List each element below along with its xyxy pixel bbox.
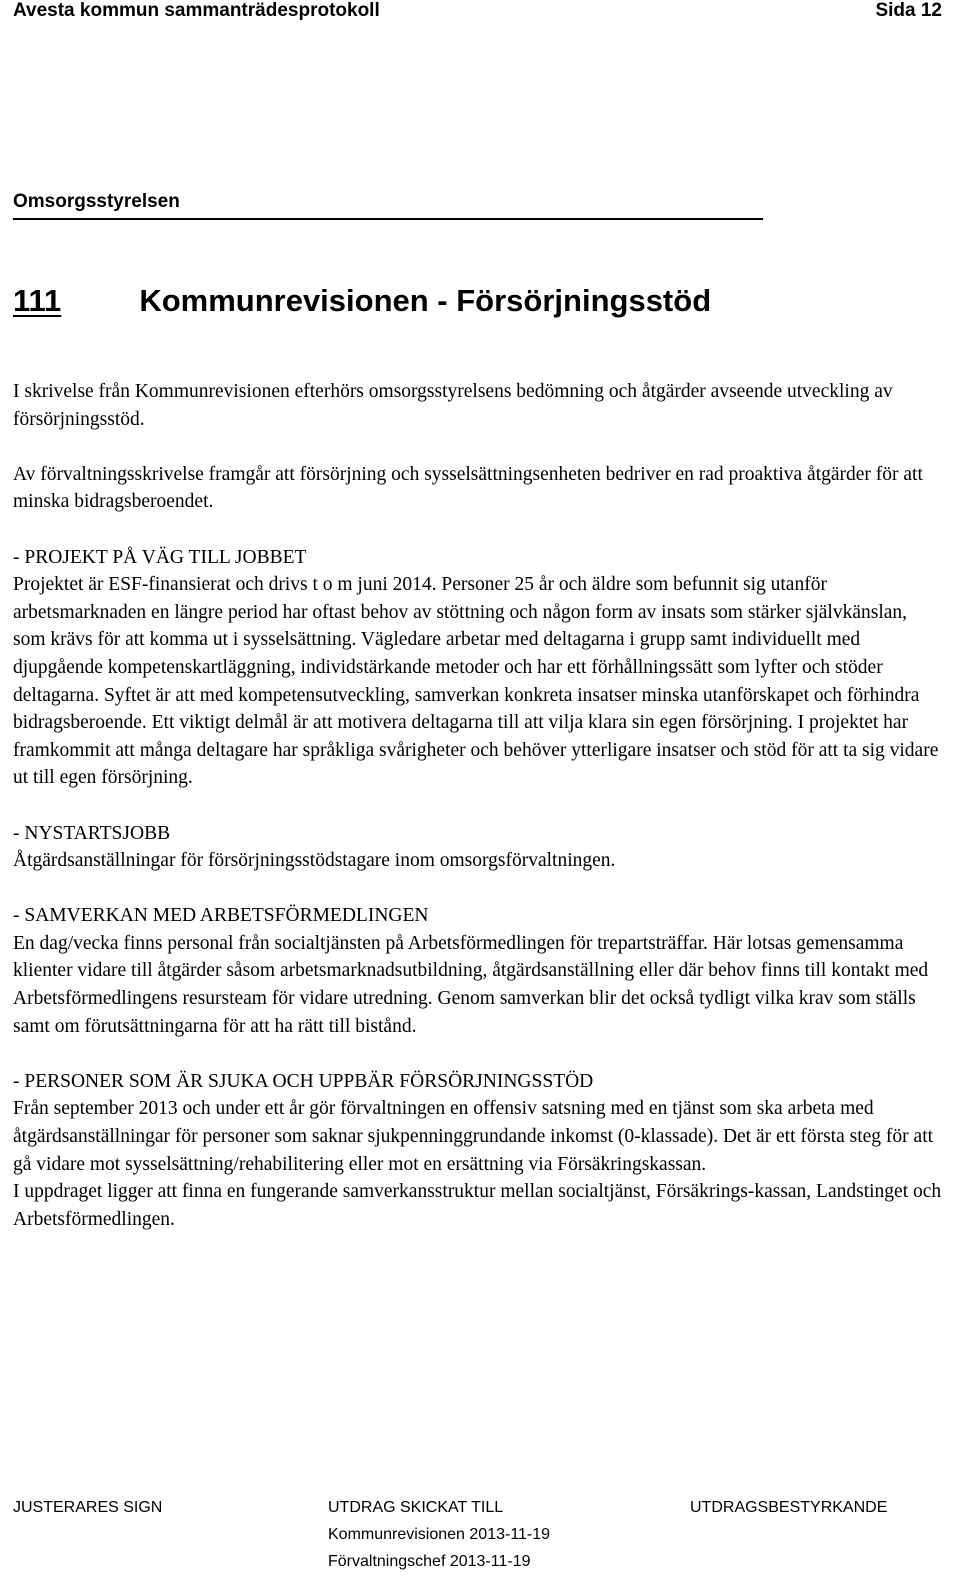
paragraph-sjuka: Från september 2013 och under ett år gör förvaltningen en offensiv satsning med en tjänst som ska arbeta med åtgärdsanställningar för personer som saknar sjukpenninggrundande inkomst (0-klassade). Det är ett första steg för att gå vidare mot sysselsättning/rehabilitering eller mot en ersättning via Försäkringskassan. (13, 1098, 934, 1175)
section-number: 111 (13, 283, 62, 318)
subheading-projekt: - PROJEKT PÅ VÄG TILL JOBBET (13, 546, 307, 568)
paragraph-nystartsjobb: Åtgärdsanställningar för försörjningsstödstagare inom omsorgsförvaltningen. (13, 850, 616, 872)
document-header-title: Avesta kommun sammanträdesprotokoll (13, 0, 380, 21)
section-heading (13, 283, 711, 319)
paragraph-samverkan: En dag/vecka finns personal från socialtjänsten på Arbetsförmedlingen för trepartsträffar. Här lotsas gemensamma klienter vidare till åtgärder såsom arbetsmarknadsutbildning, åtgärdsanställning eller där behov finns till kontakt med Arbetsförmedlingens resursteam för vidare utredning. Genom samverkan blir det också tydligt vilka krav som ställs samt om förutsättningarna för att ha rätt till bistånd. (13, 932, 929, 1037)
paragraph-uppdraget: I uppdraget ligger att finna en fungerande samverkansstruktur mellan socialtjänst, Försäkrings-kassan, Landstinget och Arbetsförmedlingen. (13, 1181, 942, 1230)
section-title: Kommunrevisionen - Försörjningsstöd (139, 283, 712, 318)
organization-underline (13, 218, 763, 220)
subheading-nystartsjobb: - NYSTARTSJOBB (13, 822, 171, 844)
paragraph-intro: I skrivelse från Kommunrevisionen efterhörs omsorgsstyrelsens bedömning och åtgärder avseende utveckling av försörjningsstöd. (13, 381, 893, 430)
footer-utdrag-skickat-till: UTDRAG SKICKAT TILL (328, 1499, 504, 1516)
organization-name: Omsorgsstyrelsen (13, 191, 180, 212)
footer-utdragsbestyrkande: UTDRAGSBESTYRKANDE (690, 1499, 888, 1516)
paragraph-projekt: Projektet är ESF-finansierat och drivs t o m juni 2014. Personer 25 år och äldre som befunnit sig utanför arbetsmarknaden en längre period har oftast behov av stöttning och någon form av insats som stärker självkänslan, som krävs för att komma ut i sysselsättning. Vägledare arbetar med deltagarna i grupp samt individuellt med djupgående kompetenskartläggning, individstärkande metoder och har ett förhållningssätt som lyfter och stöder deltagarna. Syftet är att med kompetensutveckling, samverkan konkreta insatser minska utanförskapet och förhindra bidragsberoende. Ett viktigt delmål är att motivera deltagarna till att vilja klara sin egen försörjning. I projektet har framkommit att många deltagare har språkliga svårigheter och behöver ytterligare insatser och stöd för att ta sig vidare ut till egen försörjning. (13, 574, 939, 789)
footer-recipient: Kommunrevisionen 2013-11-19 (328, 1526, 551, 1543)
page-number: Sida 12 (875, 0, 942, 21)
footer-recipient: Förvaltningschef 2013-11-19 (328, 1553, 531, 1570)
subheading-samverkan: - SAMVERKAN MED ARBETSFÖRMEDLINGEN (13, 905, 429, 927)
footer-justerares-sign: JUSTERARES SIGN (13, 1499, 163, 1516)
paragraph-background: Av förvaltningsskrivelse framgår att försörjning och sysselsättningsenheten bedriver en rad proaktiva åtgärder för att minska bidragsberoendet. (13, 463, 923, 513)
document-body (13, 378, 943, 1233)
subheading-sjuka: - PERSONER SOM ÄR SJUKA OCH UPPBÄR FÖRSÖRJNINGSSTÖD (13, 1070, 594, 1092)
